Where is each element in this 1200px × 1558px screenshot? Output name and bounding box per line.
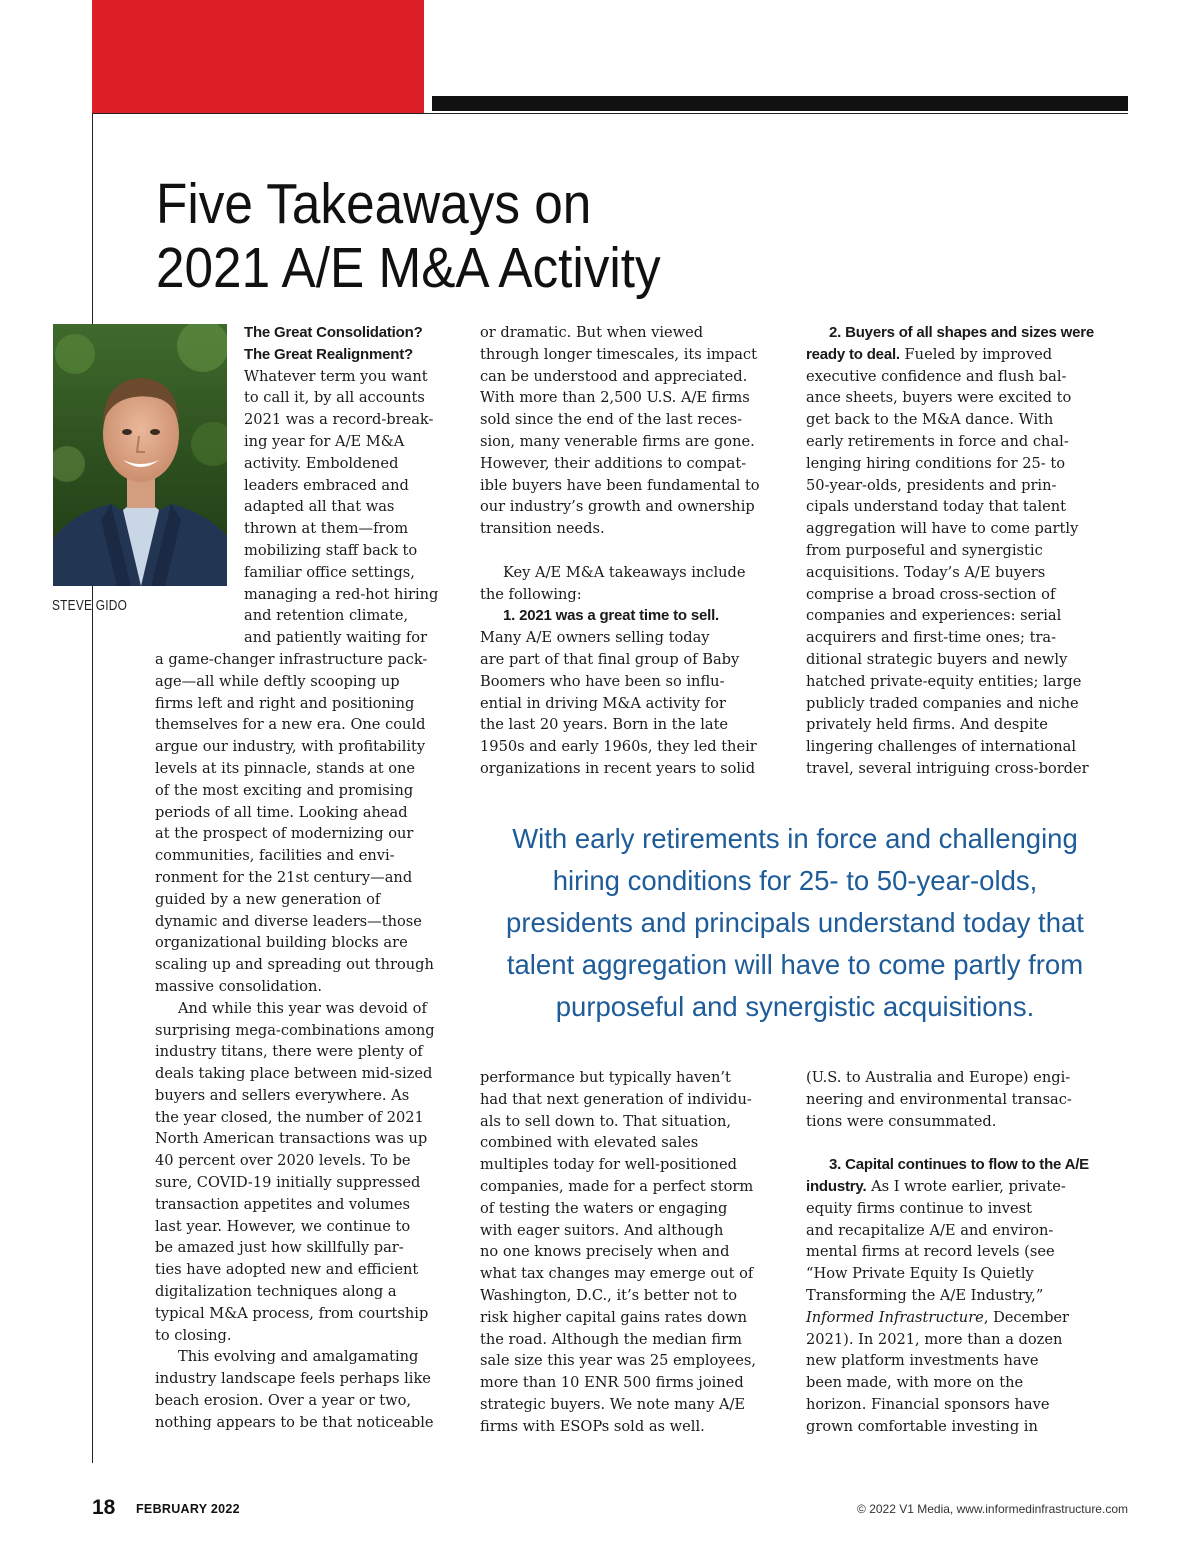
body-text-line: mental firms at record levels (see [806,1243,1055,1261]
body-text-line: acquisitions. Today’s A/E buyers [806,563,1046,581]
body-text-line: Washington, D.C., it’s better not to [480,1286,738,1304]
body-text-line: tions were consummated. [806,1112,997,1130]
body-text-line [0,344,438,366]
body-text-line: mobilizing staff back to [244,541,418,559]
pull-quote-line: talent aggregation will have to come partly from [506,949,1084,980]
body-text-line: travel, several intriguing cross-border [806,759,1089,777]
body-text-line: no one knows precisely when and [480,1243,730,1261]
body-text-line: early retirements in force and chal- [806,432,1069,450]
article-column-2-bottom [480,1067,756,1438]
body-text-line: organizations in recent years to solid [480,759,756,777]
body-text-line: typical M&A process, from courtship [155,1304,429,1322]
body-text-line: ance sheets, buyers were excited to [806,389,1072,407]
body-text-line: ible buyers have been fundamental to [480,476,760,494]
body-text-line: 50-year-olds, presidents and prin- [806,476,1057,494]
subhead-text: ready to deal. [806,345,900,363]
body-text-line: the road. Although the median firm [480,1330,742,1348]
body-text-line: of the most exciting and promising [155,781,414,799]
body-text-line: can be understood and appreciated. [480,367,748,385]
subhead-text: The Great Realignment? [244,345,413,363]
body-text-line: and recapitalize A/E and environ- [806,1221,1054,1239]
body-text-line: through longer timescales, its impact [480,345,757,363]
body-text-line: new platform investments have [806,1352,1039,1370]
body-text-line: 40 percent over 2020 levels. To be [155,1152,411,1170]
pull-quote [470,818,1120,1028]
body-text-line: last year. However, we continue to [155,1217,411,1235]
body-text-line: at the prospect of modernizing our [155,825,414,843]
body-text-line: performance but typically haven’t [480,1069,731,1086]
article-column-2-top [480,322,760,780]
body-text-line: thrown at them—from [244,520,409,538]
body-text-line: risk higher capital gains rates down [480,1308,747,1326]
body-text-line: levels at its pinnacle, stands at one [155,759,416,777]
subhead-text: 2. Buyers of all shapes and sizes were [829,324,1095,341]
article-column-1 [0,322,438,1434]
body-text-line: Whatever term you want [244,367,428,385]
body-text-line: be amazed just how skillfully par- [155,1239,404,1257]
body-text-line: companies, made for a perfect storm [480,1177,754,1195]
body-text-line: transition needs. [480,520,605,538]
body-text-line: privately held firms. And despite [806,716,1048,734]
body-text-line: North American transactions was up [155,1130,428,1148]
body-text-line: a game-changer infrastructure pack- [155,650,428,668]
body-text-line: With more than 2,500 U.S. A/E firms [480,389,750,407]
body-text-line: massive consolidation. [155,977,323,995]
body-text-line: of testing the waters or engaging [480,1199,728,1217]
body-text-line: sold since the end of the last reces- [480,411,743,429]
pull-quote-line: purposeful and synergistic acquisitions. [555,991,1035,1022]
body-text-line: ronment for the 21st century—and [155,868,413,886]
body-text-line: publicly traded companies and niche [806,694,1079,712]
section-label: EXECUTIVE CORNER [138,67,392,108]
body-text-line: 2021 was a record-break- [244,411,434,429]
body-text-line: to call it, by all accounts [244,389,425,407]
pull-quote-line: With early retirements in force and challenging [512,823,1078,854]
copyright-notice: © 2022 V1 Media, www.informedinfrastructure.com [857,1502,1128,1516]
body-text-line: Boomers who have been so influ- [480,672,725,690]
body-text-line: periods of all time. Looking ahead [155,803,408,821]
body-text-line: nothing appears to be that noticeable [155,1413,434,1431]
body-text-line: get back to the M&A dance. With [806,411,1054,429]
article-column-3-top [806,322,1094,780]
body-text-line: Many A/E owners selling today [480,629,710,647]
body-text-line: the last 20 years. Born in the late [480,716,729,734]
body-text-line: aggregation will have to come partly [806,520,1079,538]
subhead-text: 1. 2021 was a great time to sell. [503,607,720,625]
body-text-line: sion, many venerable firms are gone. [480,432,755,450]
body-text-line: equity firms continue to invest [806,1199,1033,1217]
body-text-line: 1950s and early 1960s, they led their [480,738,757,756]
body-text-line: strategic buyers. We note many A/E [480,1395,746,1413]
body-text-line [480,605,760,627]
body-text-line [806,1176,1089,1198]
body-text-line: more than 10 ENR 500 firms joined [480,1374,744,1392]
body-text-line: been made, with more on the [806,1374,1024,1392]
body-text-line: lenging hiring conditions for 25- to [806,454,1065,472]
body-text-line: (U.S. to Australia and Europe) engi- [806,1069,1071,1086]
body-text-line: neering and environmental transac- [806,1090,1072,1108]
body-text-line: themselves for a new era. One could [155,716,426,734]
body-text-line: the year closed, the number of 2021 [155,1108,424,1126]
body-text-line: transaction appetites and volumes [155,1195,410,1213]
body-text-line [806,322,1094,344]
body-text: Fueled by improved [899,345,1053,363]
body-text-line: lingering challenges of international [806,738,1077,756]
body-text-line: age—all while deftly scooping up [155,672,400,690]
body-text-line: to closing. [155,1326,232,1344]
body-text-line: familiar office settings, [244,563,415,581]
article-column-3-bottom [806,1067,1089,1438]
body-text-line: what tax changes may emerge out of [480,1265,754,1283]
body-text-line: guided by a new generation of [155,890,381,908]
photo-caption: STEVE GIDO [52,598,128,614]
body-text-line: and retention climate, [244,607,409,625]
body-text-line [806,344,1094,366]
page-number: 18 [92,1496,116,1519]
body-text-line: cipals understand today that talent [806,498,1067,516]
body-text-line: sale size this year was 25 employees, [480,1352,756,1370]
body-text-line: ential in driving M&A activity for [480,694,726,712]
body-text-line: combined with elevated sales [480,1134,699,1152]
body-text-line: organizational building blocks are [155,934,408,952]
body-text: , December [983,1308,1070,1326]
body-text-line [806,1307,1089,1329]
paragraph-gap [480,540,760,562]
body-text-line: from purposeful and synergistic [806,541,1043,559]
body-text-line: or dramatic. But when viewed [480,324,704,341]
body-text-line: are part of that final group of Baby [480,650,740,668]
body-text-line: companies and experiences: serial [806,607,1062,625]
body-text-line: This evolving and amalgamating [178,1348,419,1366]
article-title [156,172,661,300]
article-title-line-1: Five Takeaways on [156,172,592,236]
body-text-line: comprise a broad cross-section of [806,585,1056,603]
body-text-line: However, their additions to compat- [480,454,747,472]
body-text-line: als to sell down to. That situation, [480,1112,732,1130]
subhead-text: industry. [806,1177,867,1195]
body-text-line: horizon. Financial sponsors have [806,1395,1050,1413]
body-text-line: activity. Emboldened [244,454,399,472]
body-text-line: firms with ESOPs sold as well. [480,1417,705,1435]
body-text-line: surprising mega-combinations among [155,1021,435,1039]
body-text-line: the following: [480,585,582,603]
body-text-line: had that next generation of individu- [480,1090,752,1108]
body-text-line: and patiently waiting for [244,629,428,647]
header-rule-bar [432,96,1128,111]
body-text-line: And while this year was devoid of [178,999,427,1017]
body-text-line: industry titans, there were plenty of [155,1043,423,1061]
body-text-line: deals taking place between mid-sized [155,1065,433,1083]
subhead-text: 3. Capital continues to flow to the A/E [829,1156,1089,1174]
body-text-line: buyers and sellers everywhere. As [155,1086,410,1104]
issue-date: FEBRUARY 2022 [136,1502,240,1516]
body-text-line: sure, COVID-19 initially suppressed [155,1174,421,1192]
body-text-line: communities, facilities and envi- [155,847,395,865]
body-text-line: with eager suitors. And although [480,1221,724,1239]
body-text-line: ditional strategic buyers and newly [806,650,1068,668]
body-text-line: dynamic and diverse leaders—those [155,912,422,930]
horizontal-divider [92,113,1128,114]
body-text-line: acquirers and first-time ones; tra- [806,629,1057,647]
body-text-line: ing year for A/E M&A [244,432,405,450]
body-text-line: scaling up and spreading out through [155,956,434,974]
body-text-line: “How Private Equity Is Quietly [806,1265,1034,1283]
body-text-line: digitalization techniques along a [155,1283,397,1301]
body-text-line: executive confidence and flush bal- [806,367,1067,385]
body-text-line: argue our industry, with profitability [155,738,426,756]
body-text-line [806,1154,1089,1176]
body-text-line: firms left and right and positioning [155,694,415,712]
subhead-text: The Great Consolidation? [244,324,423,341]
body-text-line: our industry’s growth and ownership [480,498,755,516]
body-text-line: adapted all that was [244,498,395,516]
body-text-line [0,322,438,344]
body-text-line: multiples today for well-positioned [480,1156,737,1174]
article-title-line-2: 2021 A/E M&A Activity [156,236,661,300]
body-text-line: Key A/E M&A takeaways include [503,563,746,581]
body-text-line: leaders embraced and [244,476,409,494]
paragraph-gap [806,1132,1089,1154]
body-text-line: 2021). In 2021, more than a dozen [806,1330,1063,1348]
body-text: As I wrote earlier, private- [866,1177,1066,1195]
body-text-line: Transforming the A/E Industry,” [806,1286,1044,1304]
body-text-line: beach erosion. Over a year or two, [155,1392,412,1410]
pull-quote-line: presidents and principals understand today that [506,907,1084,938]
pull-quote-line: hiring conditions for 25- to 50-year-olds, [552,865,1038,896]
body-text-line: ties have adopted new and efficient [155,1261,419,1279]
body-text: Informed Infrastructure [806,1308,984,1326]
body-text-line: industry landscape feels perhaps like [155,1370,431,1388]
body-text-line: grown comfortable investing in [806,1417,1038,1435]
body-text-line: managing a red-hot hiring [244,585,439,603]
body-text-line: hatched private-equity entities; large [806,672,1082,690]
